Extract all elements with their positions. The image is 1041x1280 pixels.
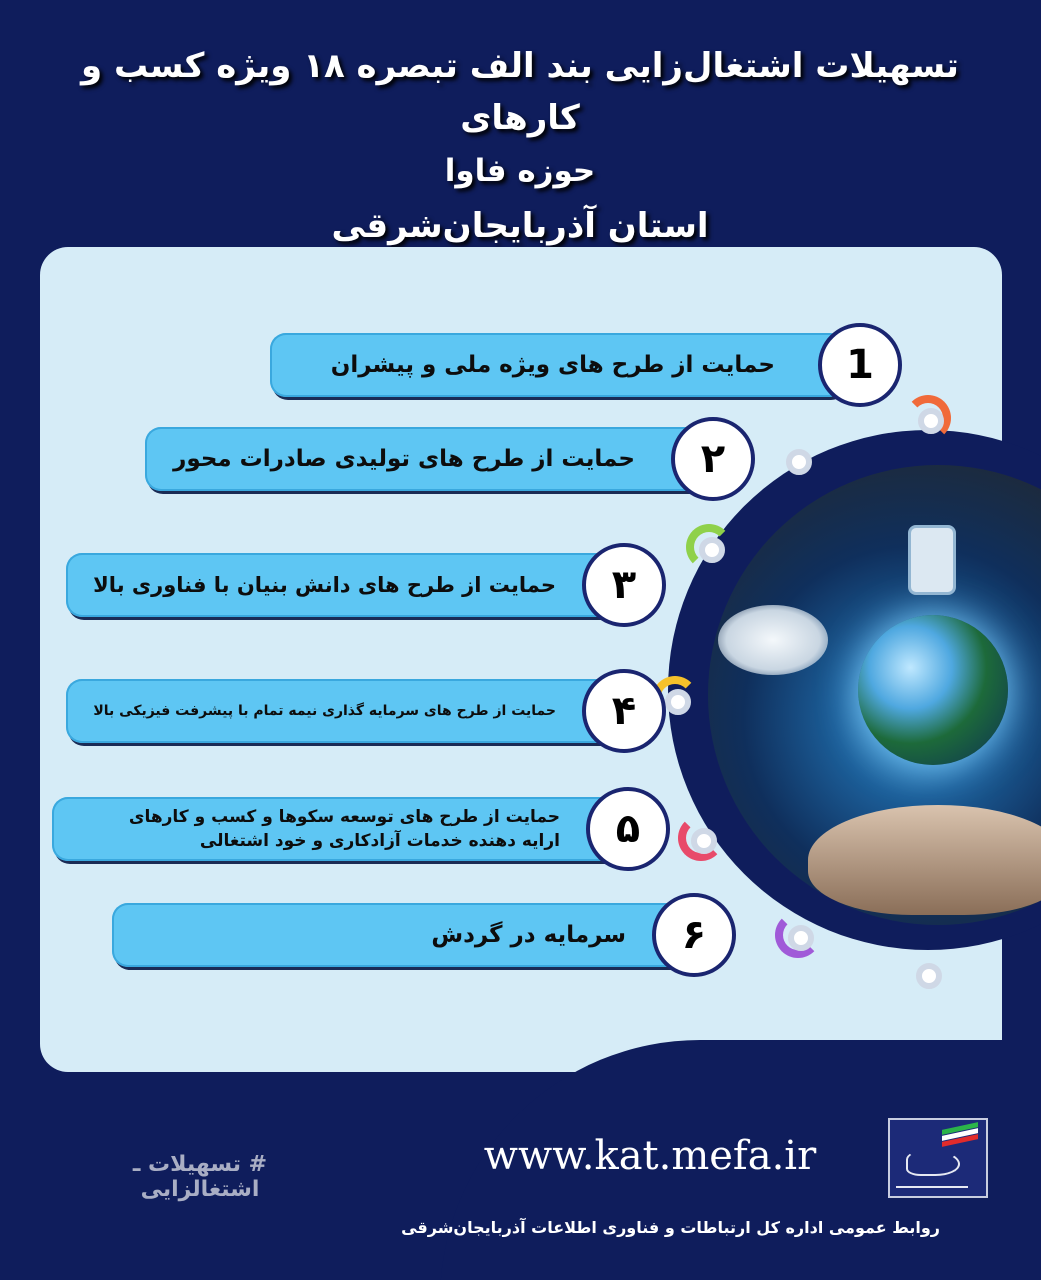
connector-dot [788,925,814,951]
item-text: حمایت از طرح های دانش بنیان با فناوری بالا [93,573,556,597]
smartphone-icon [908,525,956,595]
item-number: ۵ [586,787,670,871]
item-bar [145,427,705,491]
connector-dot [918,408,944,434]
globe-image [858,615,1008,765]
page-title [20,40,1020,254]
list-item [145,427,755,503]
item-text: حمایت از طرح های تولیدی صادرات محور [173,446,635,472]
connector-dot [916,963,942,989]
cloud-icon [718,605,828,675]
connector-dot [786,449,812,475]
hashtag-label: # تسهیلات ـ اشتغالزایی [132,1152,268,1202]
hand-image [808,805,1041,915]
footer-credit: روابط عمومی اداره کل ارتباطات و فناوری اطلاعات آذربایجان‌شرقی [401,1218,940,1237]
item-text-line-2: ارایه دهنده خدمات آزادکاری و خود اشتغالی [199,831,560,851]
item-number: 1 [818,323,902,407]
item-number: ۳ [582,543,666,627]
item-text-line-1: حمایت از طرح های توسعه سکوها و کسب و کارهای [128,807,560,827]
item-bar [66,553,626,617]
item-text: حمایت از طرح های سرمایه گذاری نیمه تمام با پیشرفت فیزیکی بالا [93,703,556,719]
item-text: سرمایه در گردش [431,922,626,948]
list-item [112,903,736,979]
connector-dot [691,828,717,854]
item-number: ۶ [652,893,736,977]
title-line-3: استان آذربایجان‌شرقی [331,206,709,246]
list-item [66,679,666,755]
item-bar [270,333,845,397]
ministry-logo [888,1118,988,1198]
list-item [66,553,666,629]
connector-dot [699,537,725,563]
list-item [270,333,902,409]
item-number: ۲ [671,417,755,501]
list-item [52,797,670,873]
item-bar [112,903,696,967]
item-bar [66,679,626,743]
item-number: ۴ [582,669,666,753]
item-bar [52,797,630,861]
item-text: حمایت از طرح های ویژه ملی و پیشران [330,352,775,378]
website-link[interactable]: www.kat.mefa.ir [483,1133,817,1179]
connector-dot [665,689,691,715]
title-line-2: حوزه فاوا [444,153,596,189]
title-line-1: تسهیلات اشتغال‌زایی بند الف تبصره ۱۸ ویژه کسب و کارهای [81,46,959,138]
